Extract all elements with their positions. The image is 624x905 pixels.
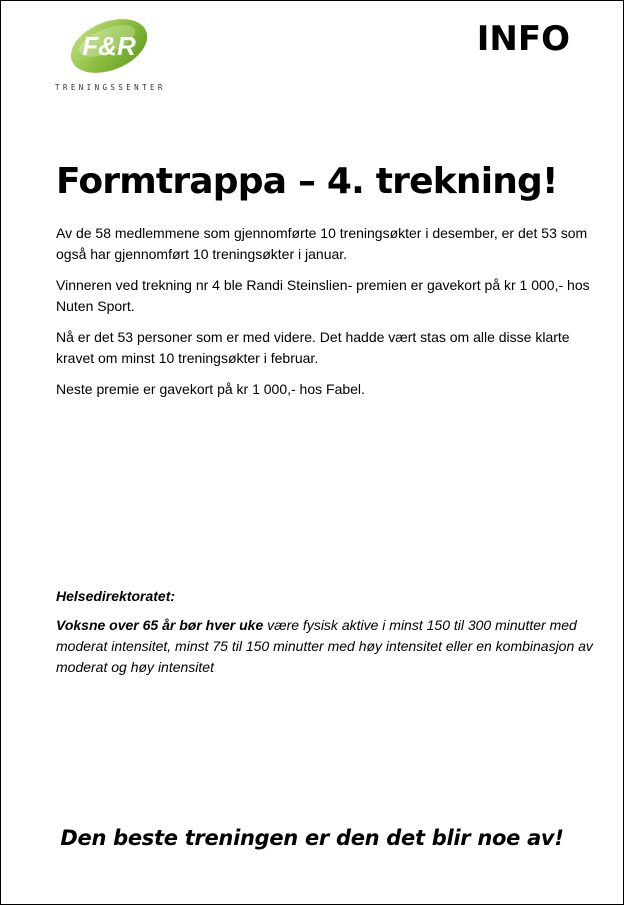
paragraph: Vinneren ved trekning nr 4 ble Randi Steinslien- premien er gavekort på kr 1 000,- hos Nuten Sport. [56,277,590,314]
paragraph: Nå er det 53 personer som er med videre. Det hadde vært stas om alle disse klarte kravet om minst 10 treningsøkter i februar. [56,329,570,366]
health-heading: Helsedirektoratet: [56,588,176,604]
logo-subtitle: TRENINGSSENTER [55,83,166,92]
health-recommendation [56,615,601,678]
logo-text: F&R [82,31,136,61]
paragraph: Neste premie er gavekort på kr 1 000,- hos Fabel. [56,381,365,397]
health-text: være fysisk aktive i minst 150 til 300 minutter med moderat intensitet, minst 75 til 150 minutter med høy intensitet eller en kombinasjon av moderat og høy intensitet [56,617,593,675]
info-label: INFO [476,19,570,59]
health-bold-lead: Voksne over 65 år bør hver uke [56,617,264,633]
paragraph: Av de 58 medlemmene som gjennomførte 10 treningsøkter i desember, er det 53 som også har gjennomført 10 treningsøkter i januar. [56,225,588,262]
fr-logo [53,9,166,92]
logo-ellipse-icon [67,15,151,77]
health-section [56,586,601,686]
slogan: Den beste treningen er den det blir noe av! [60,826,564,850]
article-body [56,223,601,410]
article-title: Formtrappa – 4. trekning! [56,161,558,202]
